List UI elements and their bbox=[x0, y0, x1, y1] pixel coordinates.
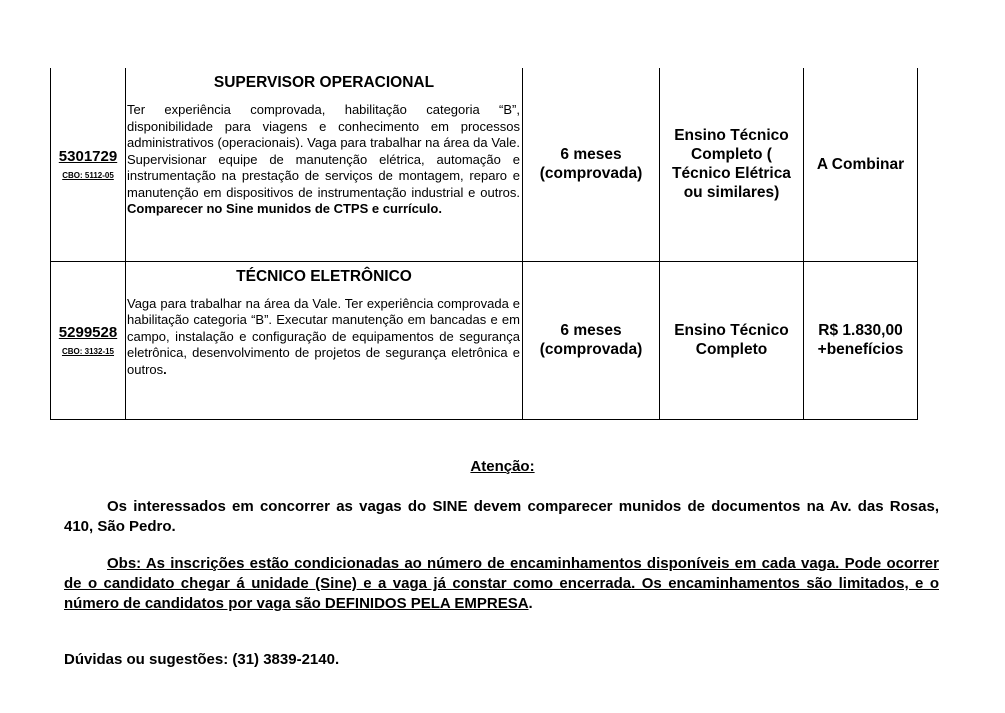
job-description bbox=[126, 102, 522, 218]
cbo-code: CBO: 3132-15 bbox=[61, 347, 115, 356]
notice-paragraph-address: Os interessados em concorrer as vagas do SINE devem comparecer munidos de documentos na Av. das Rosas, 410, São Pedro. bbox=[64, 498, 939, 535]
job-code-cell bbox=[51, 68, 126, 261]
job-description-text: Ter experiência comprovada, habilitação categoria “B”, disponibilidade para viagens e conhecimento em processos administrativos (operacionais). Vaga para trabalhar na área da Vale. Supervisionar equipe de manutenção elétrica, automação e instrumentação na prestação de serviços de montagem, reparo e manutenção em dispositivos de instrumentação industrial e outros. bbox=[127, 102, 520, 200]
education-value: Ensino Técnico Completo ( Técnico Elétrica ou similares) bbox=[672, 127, 791, 202]
observation-text: Obs: As inscrições estão condicionadas ao número de encaminhamentos disponíveis em cada vaga. Pode ocorrer de o candidato chegar á unidade (Sine) e a vaga já constar como encerrada. Os encaminhamentos são limitados, e o número de candidatos por vaga são DEFINIDOS PELA EMPRESA bbox=[64, 555, 939, 612]
observation-end: . bbox=[528, 595, 533, 612]
job-title: TÉCNICO ELETRÔNICO bbox=[236, 267, 412, 285]
experience-value: 6 meses (comprovada) bbox=[539, 322, 643, 358]
job-description-bold: Comparecer no Sine munidos de CTPS e currículo. bbox=[127, 201, 442, 216]
notice-paragraph-observation bbox=[64, 554, 939, 614]
salary-value: R$ 1.830,00 +benefícios bbox=[817, 322, 904, 358]
salary-cell bbox=[804, 261, 918, 419]
education-value: Ensino Técnico Completo bbox=[674, 322, 789, 358]
job-listings-table bbox=[50, 68, 918, 420]
experience-cell bbox=[523, 261, 660, 419]
education-cell bbox=[660, 68, 804, 261]
experience-value: 6 meses (comprovada) bbox=[539, 146, 643, 183]
notice-heading bbox=[0, 458, 1005, 475]
experience-cell bbox=[523, 68, 660, 261]
contact-info: Dúvidas ou sugestões: (31) 3839-2140. bbox=[64, 651, 340, 668]
job-description-cell bbox=[126, 261, 523, 419]
table-row bbox=[51, 261, 918, 419]
cbo-code: CBO: 5112-05 bbox=[62, 171, 114, 181]
notice-heading-text: Atenção: bbox=[470, 458, 535, 475]
job-description-cell bbox=[126, 68, 523, 261]
job-code-cell bbox=[51, 261, 126, 419]
table-row bbox=[51, 68, 918, 261]
education-cell bbox=[660, 261, 804, 419]
job-title: SUPERVISOR OPERACIONAL bbox=[213, 74, 435, 91]
salary-cell bbox=[804, 68, 918, 261]
job-description-bold: . bbox=[163, 361, 167, 377]
job-description-text: Vaga para trabalhar na área da Vale. Ter experiência comprovada e habilitação categoria “B”. Executar manutenção em bancadas e em campo, instalação e configuração de equipamentos de segurança eletrônica, desenvolvimento de projetos de segurança eletrônica e outros bbox=[127, 295, 520, 377]
job-code: 5301729 bbox=[58, 148, 118, 166]
salary-value: A Combinar bbox=[816, 155, 905, 173]
job-description bbox=[126, 296, 522, 379]
job-code: 5299528 bbox=[58, 324, 118, 341]
